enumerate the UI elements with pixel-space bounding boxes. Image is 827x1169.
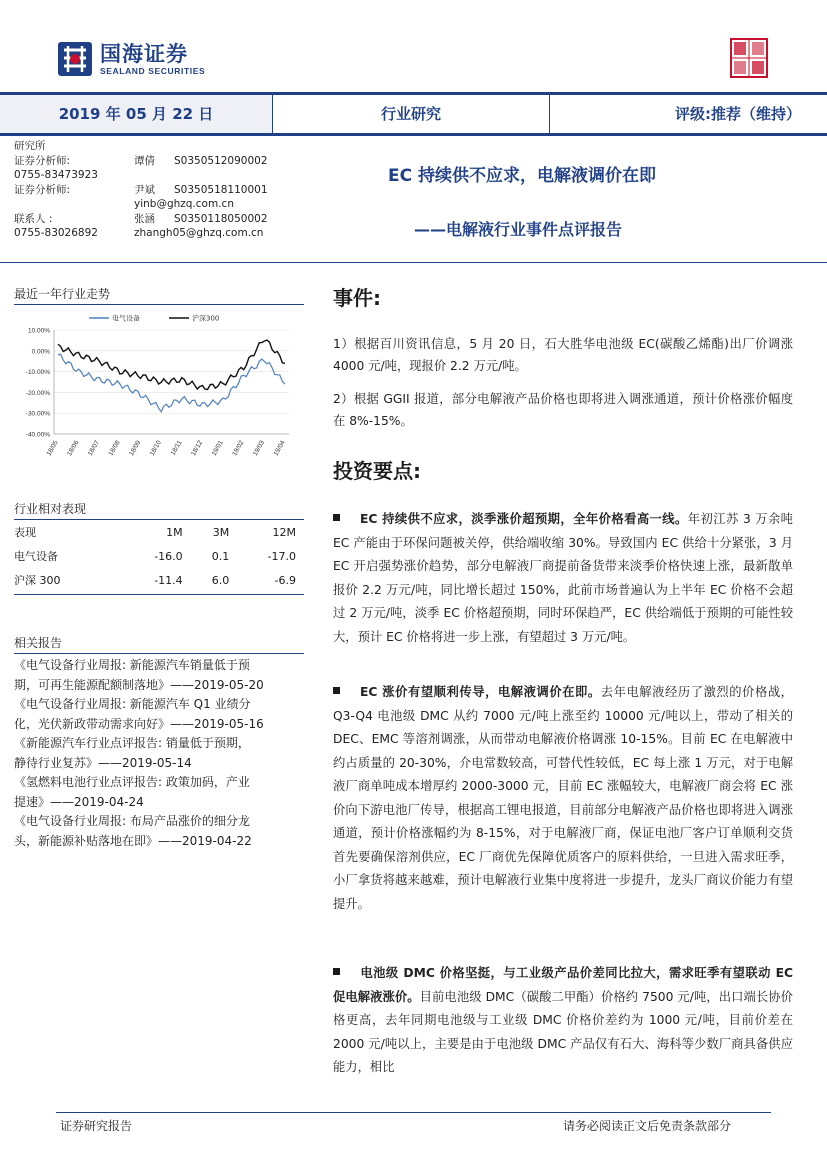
x-tick-label: 18/05 — [45, 439, 60, 458]
report-info-bar — [0, 92, 827, 136]
x-tick-label: 19/01 — [210, 439, 225, 458]
bullet-square-icon — [333, 687, 340, 694]
series-line-electrical-equipment — [58, 354, 285, 412]
point-2-lead: EC 涨价有望顺利传导，电解液调价在即。 — [360, 685, 601, 699]
table-cell: -6.9 — [274, 573, 296, 587]
table-header-cell: 12M — [272, 525, 296, 539]
related-report-link[interactable]: 《电气设备行业周报: 新能源汽车 Q1 业绩分 — [14, 697, 251, 711]
analyst-row — [14, 183, 268, 198]
y-tick-label: -20.00% — [25, 389, 50, 397]
logo-cn-text: 国海证券 — [100, 42, 188, 66]
table-row — [14, 568, 304, 592]
report-date: 2019 年 05 月 22 日 — [0, 95, 272, 133]
table-row — [14, 544, 304, 568]
table-cell: 6.0 — [211, 573, 230, 587]
event-paragraph-2: 2）根据 GGII 报道，部分电解液产品价格也即将进入调涨通道，预计价格涨价幅度在 8%-15%。 — [333, 392, 793, 428]
y-tick-label: -30.00% — [25, 410, 50, 418]
contact-label: 联系人 : — [14, 212, 53, 225]
footer-left-text: 证券研究报告 — [60, 1119, 133, 1133]
related-reports-list — [14, 656, 309, 851]
bullet-square-icon — [333, 968, 340, 975]
table-header-cell: 3M — [212, 525, 230, 539]
analyst-email[interactable]: yinb@ghzq.com.cn — [134, 198, 234, 210]
contact-name: 张涵 — [134, 212, 155, 225]
analyst-row — [14, 212, 268, 227]
x-tick-label: 19/03 — [251, 439, 267, 458]
y-tick-label: 0.00% — [31, 348, 50, 356]
x-tick-label: 19/02 — [231, 439, 246, 458]
x-tick-label: 19/04 — [272, 439, 287, 458]
point-3-body: 目前电池级 DMC（碳酸二甲酯）价格约 7500 元/吨，出口端长协价格更高，去年同期电池级与工业级 DMC 价格价差约为 1000 元/吨，目前价差在 2000 元/吨以上，主要是由于电池级 DMC 产品仅有石大、海科等少数厂商具备供应能力，相比 — [333, 989, 793, 1074]
point-1-lead: EC 持续供不应求，淡季涨价超预期，全年价格看高一线。 — [360, 512, 688, 526]
related-reports-heading: 相关报告 — [14, 634, 304, 654]
x-tick-label: 18/08 — [107, 439, 122, 458]
y-tick-label: -40.00% — [25, 431, 50, 439]
contact-code: S0350118050002 — [174, 212, 268, 225]
related-report-link[interactable]: 《新能源汽车行业点评报告: 销量低于预期， — [14, 736, 250, 750]
event-heading: 事件: — [333, 286, 381, 310]
analyst-row — [14, 168, 98, 183]
x-tick-label: 18/11 — [169, 439, 184, 457]
investment-points-heading: 投资要点: — [333, 459, 421, 483]
related-report-link[interactable]: 期，可再生能源配额制落地》——2019-05-20 — [14, 677, 264, 692]
event-paragraph-1: 1）根据百川资讯信息，5 月 20 日，石大胜华电池级 EC(碳酸乙烯酯)出厂价调涨 4000 元/吨，现报价 2.2 万元/吨。 — [333, 337, 793, 373]
x-tick-label: 18/09 — [128, 439, 143, 458]
related-report-link[interactable]: 《氢燃料电池行业点评报告: 政策加码，产业 — [14, 775, 250, 789]
report-subtitle: ——电解液行业事件点评报告 — [414, 220, 623, 239]
contact-email[interactable]: zhangh05@ghzq.com.cn — [134, 227, 264, 239]
table-bottom-rule — [14, 594, 304, 595]
x-tick-label: 18/06 — [66, 439, 81, 458]
performance-heading: 行业相对表现 — [14, 500, 304, 520]
analyst-name: 尹斌 — [134, 183, 155, 196]
footer-disclaimer-text: 请务必阅读正文后免责条款部分 — [563, 1119, 732, 1133]
trend-chart-heading: 最近一年行业走势 — [14, 285, 304, 305]
analyst-row — [14, 226, 264, 241]
header-divider — [0, 262, 827, 263]
analyst-label: 证券分析师: — [14, 183, 71, 196]
performance-table — [14, 520, 304, 592]
legend-label: 电气设备 — [112, 314, 140, 323]
related-report-link[interactable]: 头，新能源补贴落地在即》——2019-04-22 — [14, 833, 252, 848]
table-cell: 0.1 — [211, 549, 230, 563]
analyst-name: 谭倩 — [134, 154, 155, 167]
table-header-cell: 表现 — [14, 526, 36, 539]
report-type: 行业研究 — [272, 95, 550, 133]
related-report-link[interactable]: 提速》——2019-04-24 — [14, 794, 144, 809]
institute-label: 研究所 — [14, 140, 46, 152]
point-3-lead: 电池级 DMC 价格坚挺，与工业级产品价差同比拉大，需求旺季有望联动 EC 促电解液涨价。 — [333, 966, 793, 1004]
trend-chart — [14, 306, 304, 476]
bullet-square-icon — [333, 514, 340, 521]
point-2-body: 去年电解液经历了激烈的价格战，Q3-Q4 电池级 DMC 从约 7000 元/吨上涨至约 10000 元/吨以上，带动了相关的 DEC、EMC 等溶剂调涨，从而带动电解液价格调涨 10-15%。目前 EC 在电解液中约占质量的 20-30%，介电常数较高，可替代性较低，EC 每上涨 1 万元，对于电解液厂商单吨成本增厚约 2000-3000 元，目前 EC 涨幅较大，电解液厂商会将 EC 涨价向下游电池厂传导，根据高工锂电报道，目前部分电解液产品价格也即将进入调涨通道，预计价格涨幅约为 8-15%，对于电解液厂商，保证电池厂客户订单顺利交货首先要确保溶剂供应，EC 厂商优先保障优质客户的原料供给，一旦进入需求旺季，小厂拿货将越来越难，预计电解液行业集中度将进一步提升，龙头厂商议价能力有望提升。 — [333, 685, 793, 911]
point-1 — [333, 508, 793, 649]
x-tick-label: 18/12 — [189, 439, 205, 458]
analyst-code: S0350518110001 — [174, 183, 268, 196]
analyst-info — [14, 139, 268, 241]
table-cell: -16.0 — [154, 549, 183, 563]
analyst-row — [14, 154, 268, 169]
x-tick-label: 18/07 — [86, 439, 102, 458]
series-line-csi300 — [58, 340, 285, 389]
table-cell: -17.0 — [267, 549, 296, 563]
logo-mark-icon — [56, 40, 94, 78]
contact-phone: 0755-83026892 — [14, 227, 98, 239]
table-header-cell: 1M — [166, 525, 183, 539]
related-report-link[interactable]: 《电气设备行业周报: 新能源汽车销量低于预 — [14, 658, 250, 672]
legend-label: 沪深300 — [192, 314, 220, 323]
point-3 — [333, 962, 793, 1080]
y-tick-label: -10.00% — [25, 369, 50, 377]
table-cell: 电气设备 — [14, 550, 58, 563]
table-cell: -11.4 — [154, 573, 183, 587]
related-report-link[interactable]: 《电气设备行业周报: 布局产品涨价的细分龙 — [14, 814, 250, 828]
analyst-code: S0350512090002 — [174, 154, 268, 167]
related-report-link[interactable]: 化，光伏新政带动需求向好》——2019-05-16 — [14, 716, 264, 731]
analyst-label: 证券分析师: — [14, 154, 71, 167]
logo-en-text: SEALAND SECURITIES — [100, 66, 206, 76]
report-title: EC 持续供不应求，电解液调价在即 — [388, 166, 657, 186]
report-rating: 评级:推荐（维持） — [675, 105, 801, 123]
table-header-row — [14, 520, 304, 544]
footer-divider — [56, 1112, 771, 1113]
analyst-phone: 0755-83473923 — [14, 169, 98, 181]
point-2 — [333, 681, 793, 916]
company-logo — [56, 40, 205, 78]
analyst-row — [14, 197, 234, 212]
trend-chart-svg — [14, 306, 304, 476]
point-1-body: 年初江苏 3 万余吨 EC 产能由于环保问题被关停，供给端收缩 30%。导致国内 EC 供给十分紧张，3 月 EC 开启强势涨价趋势，部分电解液厂商提前备货带来淡季价格快速上涨，最新散单报价 2.2 万元/吨，同比增长超过 150%，此前市场普遍认为上半年 EC 价格不会超过 2 万元/吨，淡季 EC 价格超预期，同时环保趋严，EC 供给端低于预期的可能性较大，预计 EC 价格将进一步上涨，有望超过 3 万元/吨。 — [333, 512, 793, 644]
x-tick-label: 18/10 — [148, 439, 163, 458]
y-tick-label: 10.00% — [27, 327, 50, 335]
related-report-link[interactable]: 静待行业复苏》——2019-05-14 — [14, 755, 192, 770]
institute-seal-icon — [730, 38, 768, 78]
table-cell: 沪深 300 — [14, 574, 61, 587]
